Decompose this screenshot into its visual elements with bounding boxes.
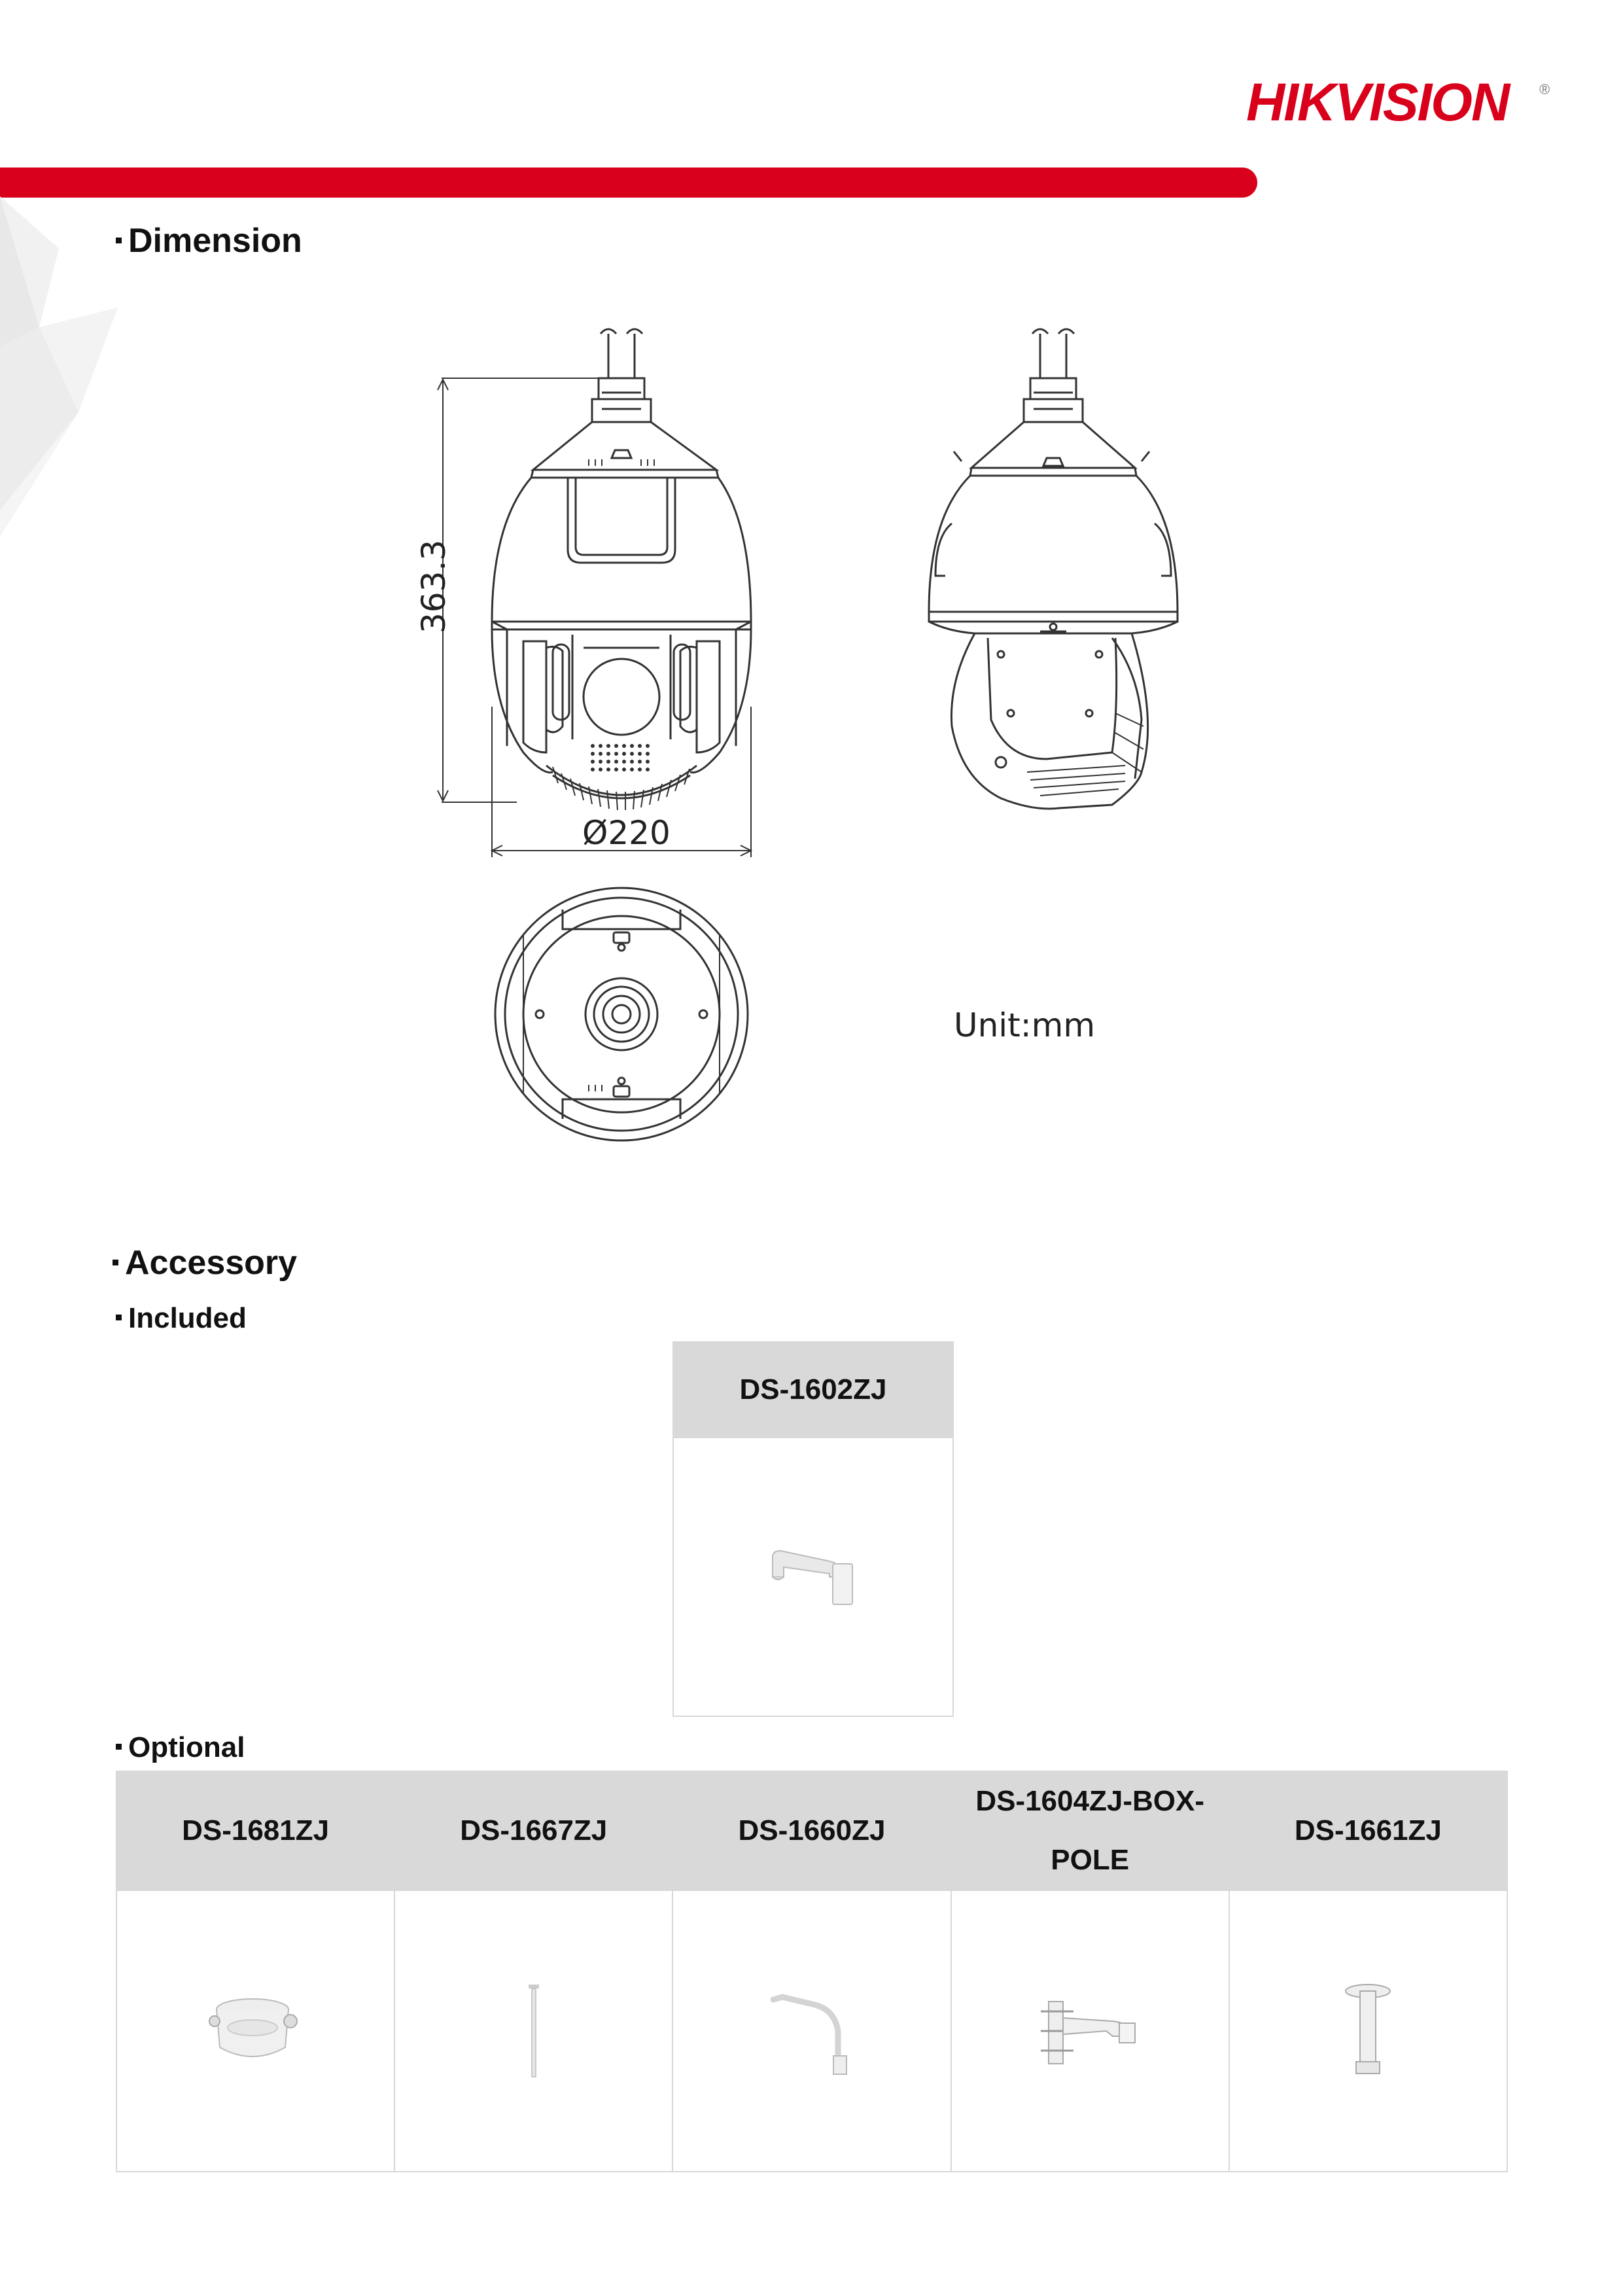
pole-mount-adapter-icon [1034, 1992, 1145, 2070]
accessory-section-title: Accessory [113, 1243, 297, 1282]
side-view-drawing [929, 329, 1178, 809]
optional-subtitle: Optional [116, 1731, 245, 1764]
bullet-square [116, 1744, 122, 1750]
gooseneck-mount-icon [769, 1985, 854, 2077]
optional-image-cell [394, 1890, 672, 2172]
bottom-view-drawing [495, 888, 748, 1140]
optional-model-header: DS-1661ZJ [1229, 1771, 1507, 1890]
ceiling-mount-icon [1335, 1982, 1401, 2080]
optional-model-header: DS-1660ZJ [672, 1771, 951, 1890]
bullet-square [113, 1260, 118, 1265]
pendant-adapter-icon [207, 1988, 305, 2074]
unit-label: Unit:mm [954, 1006, 1096, 1044]
included-subtitle: Included [116, 1302, 247, 1335]
logo-text: HIKVISION [1246, 73, 1509, 131]
optional-model-header [951, 1771, 1229, 1890]
bullet-square [116, 1315, 122, 1320]
optional-image-cell [1229, 1890, 1507, 2172]
optional-image-cell [116, 1890, 394, 2172]
height-dimension-label: 363.3 [415, 539, 453, 633]
registered-mark: ® [1539, 81, 1550, 97]
model-line: DS-1604ZJ-BOX- [975, 1785, 1204, 1817]
diameter-dimension-label: Ø220 [582, 814, 671, 852]
optional-model-header: DS-1681ZJ [116, 1771, 394, 1890]
included-image-cell [673, 1438, 953, 1716]
pendant-pole-icon [514, 1982, 553, 2080]
dimension-lines [438, 378, 751, 857]
included-model-header: DS-1602ZJ [673, 1342, 953, 1438]
optional-image-cell [672, 1890, 951, 2172]
optional-image-cell [951, 1890, 1229, 2172]
included-accessory-table [672, 1341, 954, 1717]
dimension-section-title: Dimension [116, 221, 302, 260]
wall-mount-bracket-icon [767, 1538, 859, 1616]
optional-model-header: DS-1667ZJ [394, 1771, 672, 1890]
front-view-drawing [492, 329, 751, 810]
optional-accessory-table [116, 1771, 1508, 2172]
model-line: POLE [1051, 1844, 1130, 1876]
